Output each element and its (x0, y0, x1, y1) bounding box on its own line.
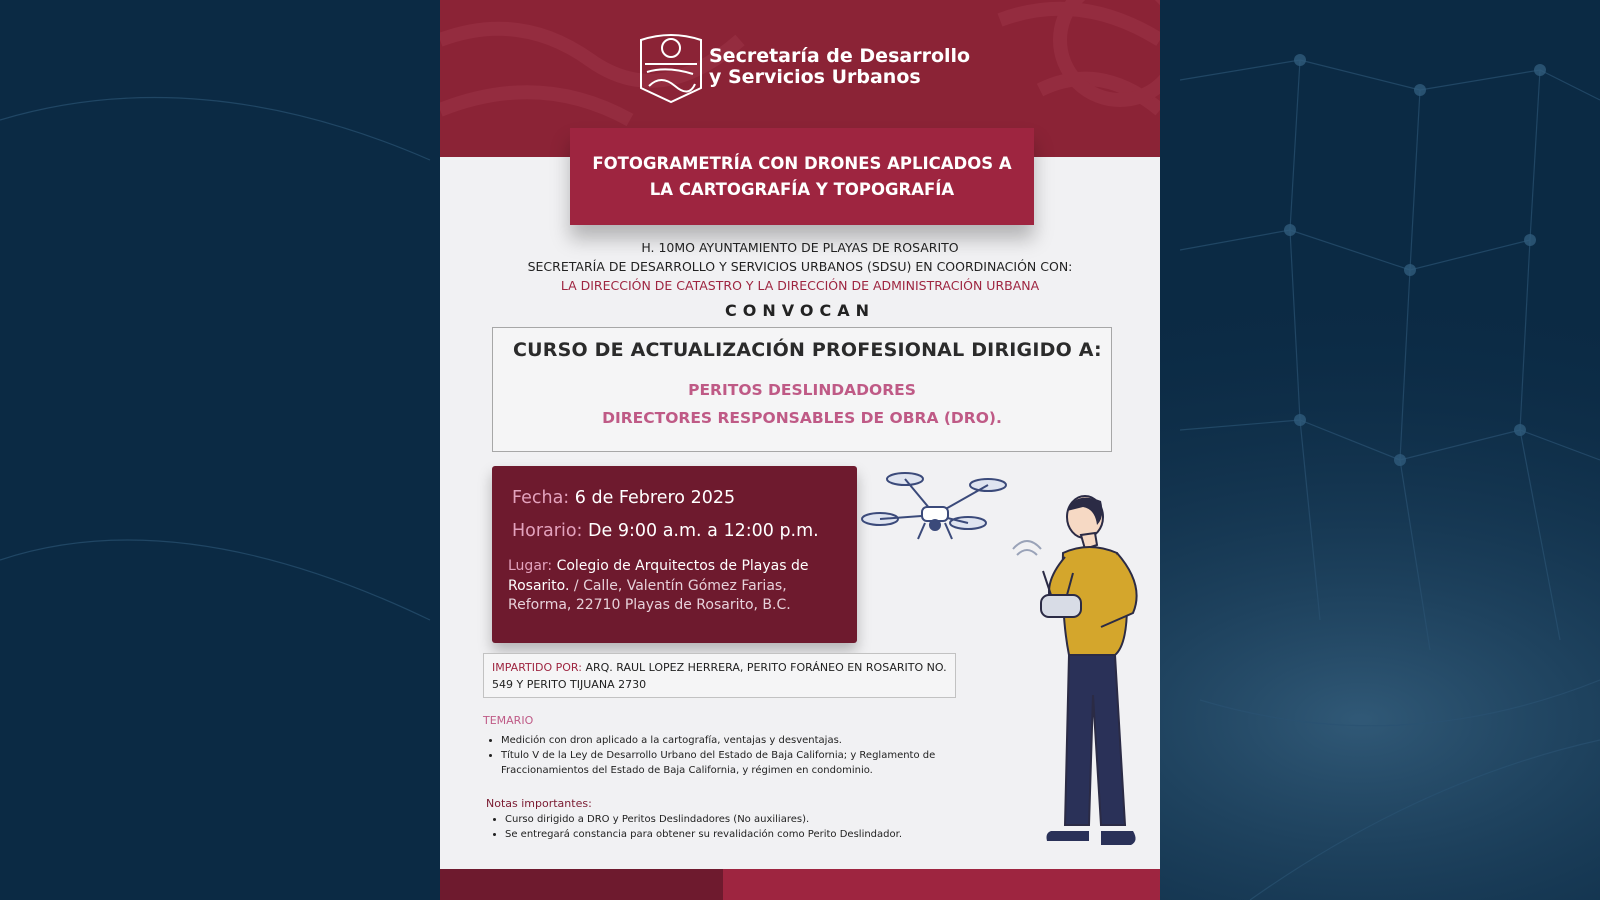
title-line-1: FOTOGRAMETRÍA CON DRONES APLICADOS A (592, 153, 1012, 173)
horario-value: De 9:00 a.m. a 12:00 p.m. (588, 521, 819, 541)
course-box (492, 327, 1112, 452)
footer-band-left (440, 869, 723, 900)
lugar-address: / Calle, Valentín Gómez Farias, Reforma, 22710 Playas de Rosarito, B.C. (508, 577, 791, 613)
impartido-label: IMPARTIDO POR: (492, 661, 582, 674)
lugar-text (508, 557, 838, 616)
instructor-box (483, 653, 956, 698)
course-title: CURSO DE ACTUALIZACIÓN PROFESIONAL DIRIGIDO A: (513, 339, 1102, 361)
temario-heading: TEMARIO (483, 714, 534, 727)
convocan-heading: CONVOCAN (725, 301, 875, 320)
drone-illustration (860, 465, 1015, 547)
sdsu-logo (637, 28, 987, 108)
horario-line (512, 521, 819, 541)
list-item: • Se entregará constancia para obtener su revalidación como Perito Deslindador. (505, 827, 985, 842)
org-line-3: LA DIRECCIÓN DE CATASTRO Y LA DIRECCIÓN DE ADMINISTRACIÓN URBANA (560, 278, 1040, 293)
notas-heading: Notas importantes: (486, 797, 592, 810)
course-targets (493, 376, 1111, 432)
footer-band-right (723, 869, 1160, 900)
impartido-value: ARQ. RAUL LOPEZ HERRERA, PERITO FORÁNEO EN ROSARITO NO. 549 Y PERITO TIJUANA 2730 (492, 661, 947, 691)
org-line-2: SECRETARÍA DE DESARROLLO Y SERVICIOS URBANOS (SDSU) EN COORDINACIÓN CON: (527, 259, 1073, 274)
fecha-label: Fecha: (512, 488, 570, 508)
logo-line-2: y Servicios Urbanos (709, 66, 921, 88)
title-line-2: LA CARTOGRAFÍA Y TOPOGRAFÍA (649, 179, 955, 199)
temario-list (483, 733, 1021, 778)
list-item: • Título V de la Ley de Desarrollo Urbano del Estado de Baja California; y Reglamento de Fraccionamientos del Estado de Baja California, y régimen en condominio. (501, 748, 1021, 778)
course-title-banner (570, 128, 1034, 225)
logo-line-1: Secretaría de Desarrollo (709, 45, 971, 67)
horario-label: Horario: (512, 521, 583, 541)
fecha-value: 6 de Febrero 2025 (574, 488, 736, 508)
course-target-1: PERITOS DESLINDADORES (688, 381, 916, 399)
list-item: • Curso dirigido a DRO y Peritos Deslindadores (No auxiliares). (505, 812, 985, 827)
event-info-box (492, 466, 857, 643)
organizers (440, 238, 1160, 295)
notas-list (487, 812, 985, 842)
lugar-value: Colegio de Arquitectos de Playas de Rosarito. (508, 558, 809, 594)
lugar-label: Lugar: (508, 558, 553, 574)
sdsu-emblem-icon (637, 28, 705, 106)
course-target-2: DIRECTORES RESPONSABLES DE OBRA (DRO). (602, 409, 1002, 427)
fecha-line (512, 488, 735, 508)
org-line-1: H. 10MO AYUNTAMIENTO DE PLAYAS DE ROSARITO (641, 240, 959, 255)
poster (440, 0, 1160, 900)
person-with-controller-illustration (1005, 495, 1160, 860)
list-item: • Medición con dron aplicado a la cartografía, ventajas y desventajas. (501, 733, 1021, 748)
